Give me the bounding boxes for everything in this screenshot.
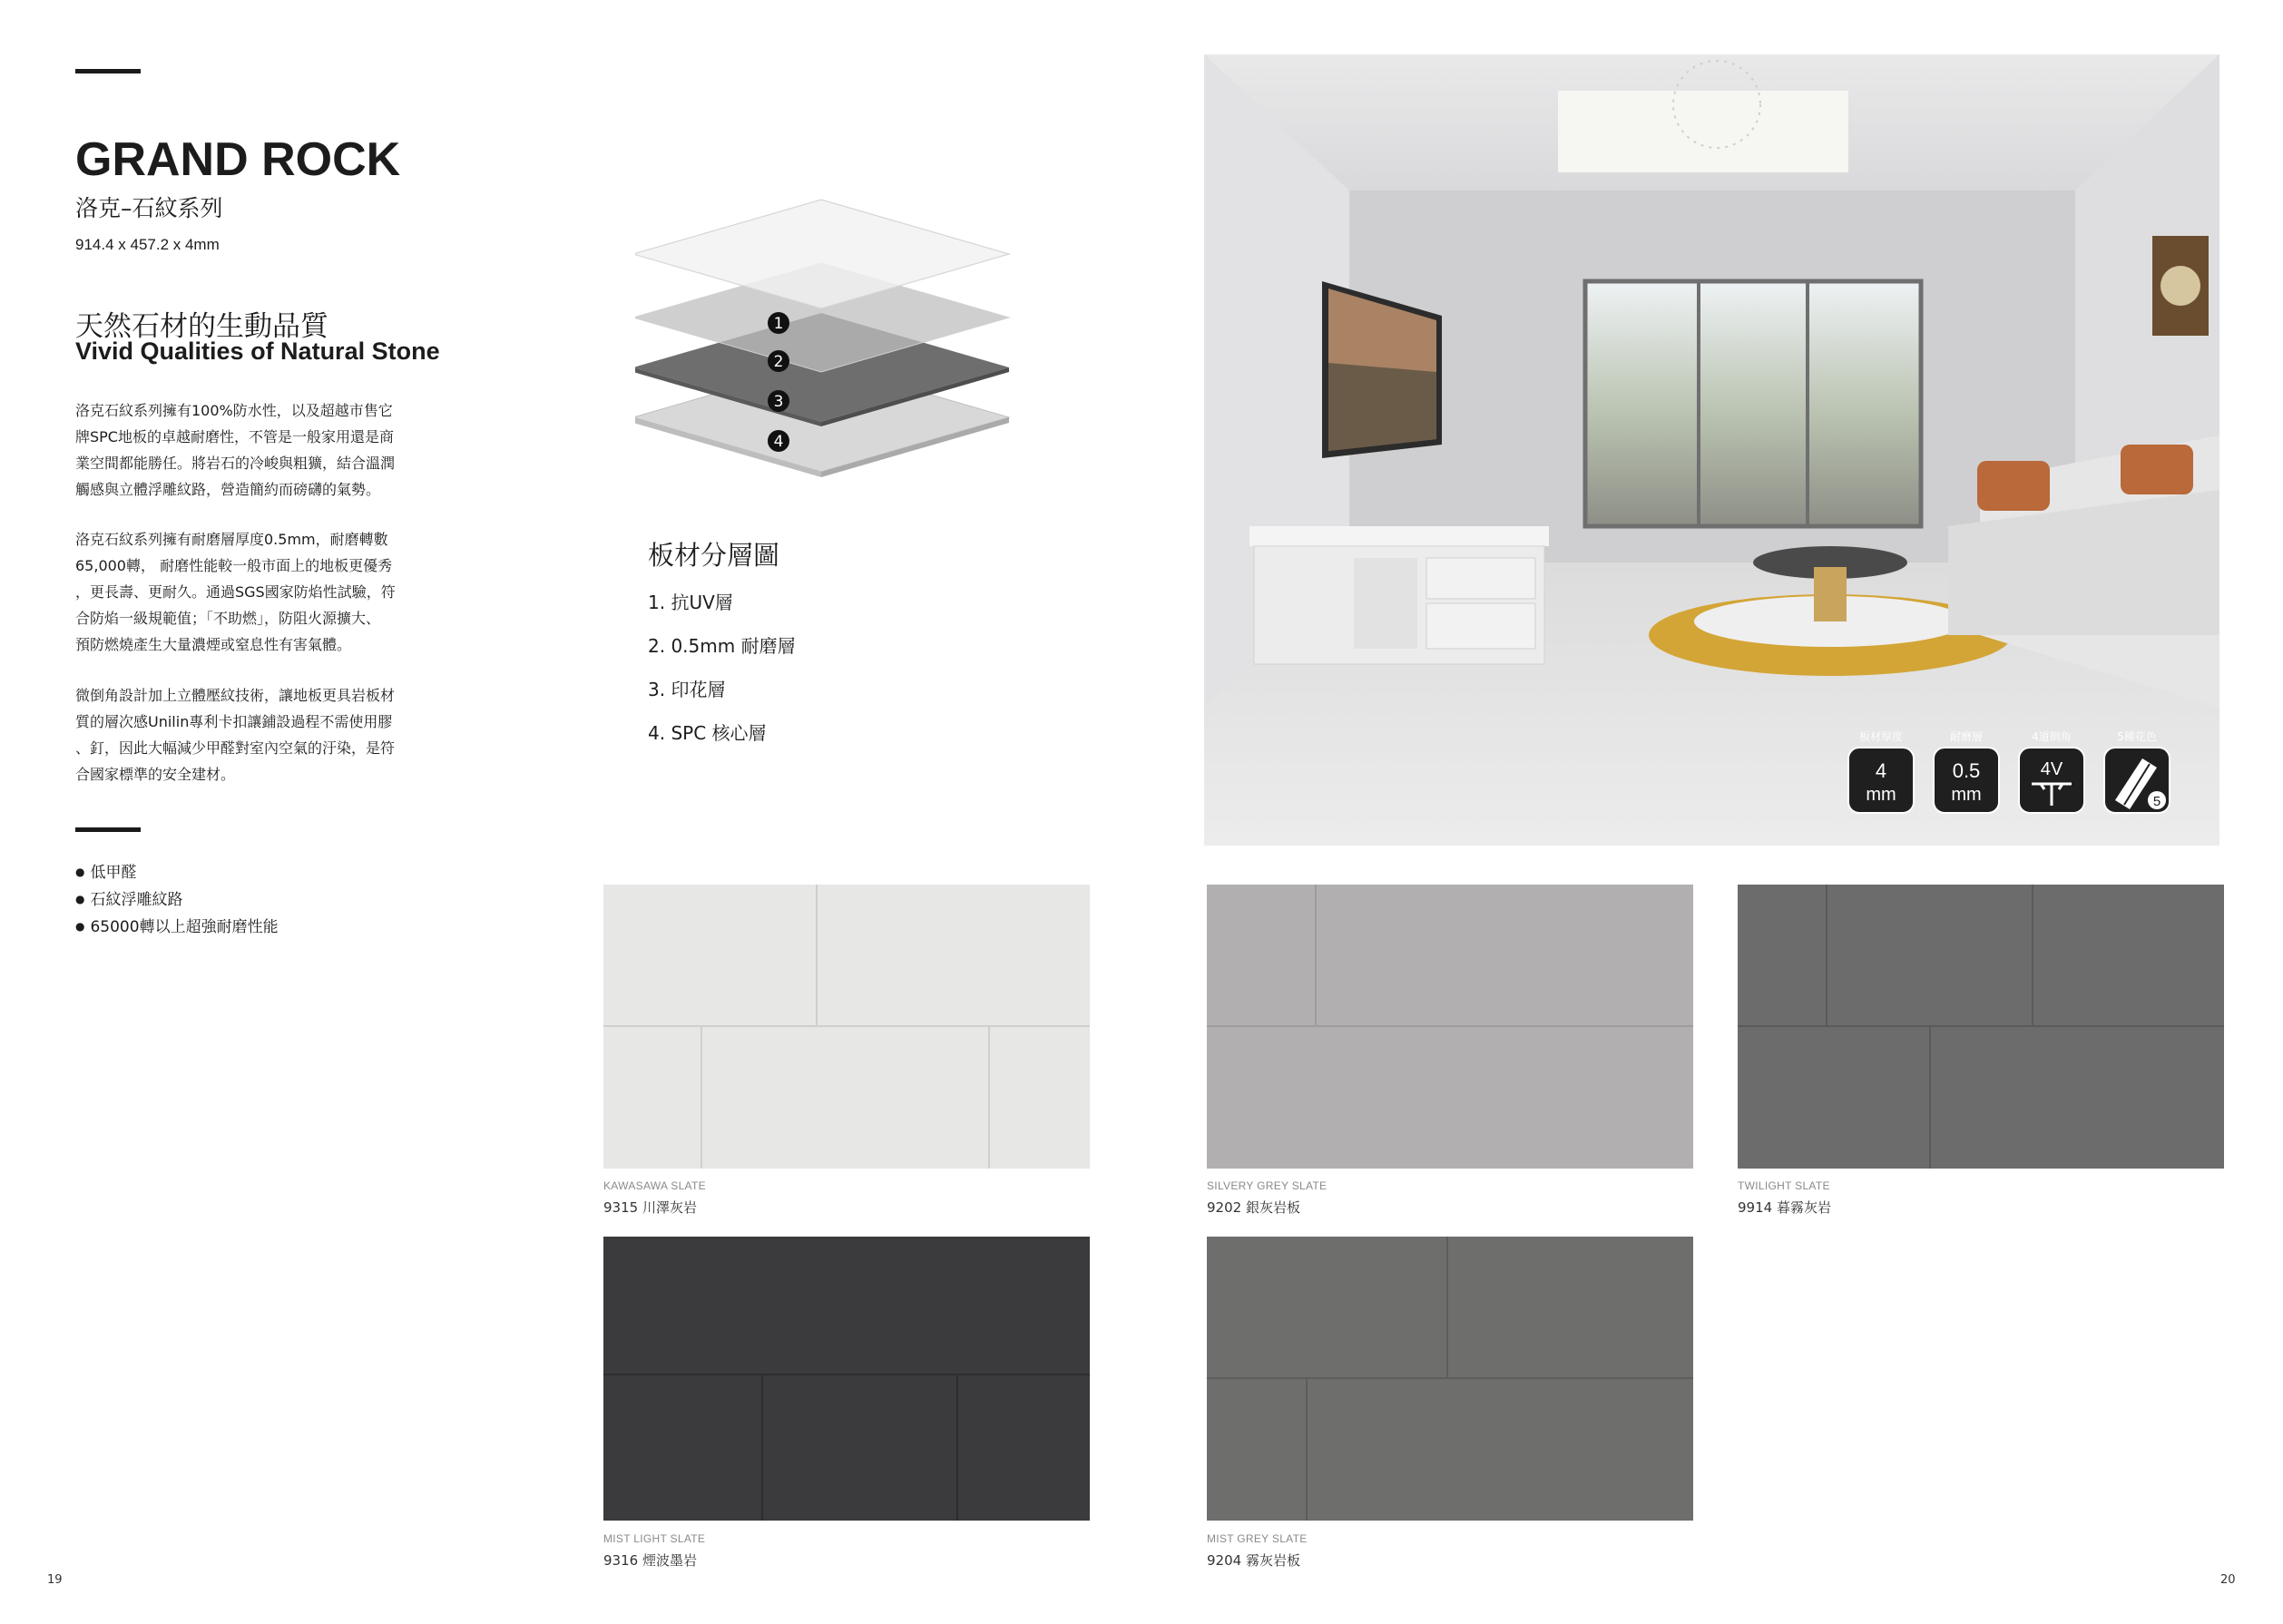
swatch-name-en: MIST GREY SLATE [1207,1532,1308,1545]
svg-text:3: 3 [773,393,784,411]
layer-diagram [635,191,1025,481]
svg-text:0.5: 0.5 [1952,759,1981,782]
badge-colors [2104,730,2170,813]
layer-item: 2. 0.5mm 耐磨層 [648,635,796,657]
feature-item: ● 石紋浮雕紋路 [75,887,279,915]
feature-item: ● 低甲醛 [75,860,279,887]
svg-text:5: 5 [2152,794,2161,809]
swatch-code: 9204 霧灰岩板 [1207,1552,1300,1569]
page-number-right: 20 [2220,1573,2236,1587]
badge-thickness [1848,729,1914,813]
swatch-code: 9315 川澤灰岩 [603,1199,697,1216]
swatch-mist-light-slate [603,1237,1090,1521]
mid-rule [75,827,141,832]
layer-uv [635,200,1009,308]
headline-en: Vivid Qualities of Natural Stone [75,338,440,365]
svg-text:mm: mm [1951,785,1982,805]
svg-text:4V: 4V [2040,759,2063,779]
layers-list [648,588,796,762]
svg-text:耐磨層: 耐磨層 [1949,730,1984,743]
spec-badges [1839,728,2202,827]
svg-text:1: 1 [773,315,784,333]
swatch-name-en: SILVERY GREY SLATE [1207,1179,1328,1192]
paragraph-1: 洛克石紋系列擁有100%防水性，以及超越市售它 牌SPC地板的卓越耐磨性，不管是一般家用還是商 業空間都能勝任。將岩石的冷峻與粗獷，結合溫潤 觸感與立體浮雕紋路，營造簡約而磅礴的氣勢。 [75,402,396,498]
swatch-code: 9316 煙波墨岩 [603,1552,697,1569]
swatch-mist-grey-slate [1207,1237,1693,1521]
layer-marker-4 [768,430,789,452]
swatch-code: 9202 銀灰岩板 [1207,1199,1300,1216]
feature-list [75,860,279,942]
swatch-silvery-grey-slate [1207,885,1693,1169]
swatch-twilight-slate [1738,885,2224,1169]
swatch-name-en: TWILIGHT SLATE [1738,1179,1830,1192]
layer-marker-2 [768,350,789,372]
paragraph-3: 微倒角設計加上立體壓紋技術，讓地板更具岩板材 質的層次感Unilin專利卡扣讓鋪設過程不需使用膠 、釘，因此大幅減少甲醛對室內空氣的汙染，是符 合國家標準的安全建材。 [75,687,396,783]
badge-wear-layer [1934,729,1999,813]
layer-item: 1. 抗UV層 [648,592,733,613]
svg-text:板材厚度: 板材厚度 [1858,730,1904,743]
svg-text:5種花色: 5種花色 [2117,730,2157,743]
swatch-name-en: KAWASAWA SLATE [603,1179,706,1192]
layer-marker-1 [768,312,789,334]
page-number-left: 19 [47,1573,63,1587]
product-title: GRAND ROCK [75,133,401,186]
layer-item: 4. SPC 核心層 [648,722,767,744]
product-dimensions: 914.4 x 457.2 x 4mm [75,236,220,253]
svg-text:4道倒角: 4道倒角 [2032,730,2072,743]
headline-zh: 天然石材的生動品質 [75,310,328,343]
layer-item: 3. 印花層 [648,679,726,700]
layers-title: 板材分層圖 [648,540,780,571]
paragraph-2: 洛克石紋系列擁有耐磨層厚度0.5mm，耐磨轉數 65,000轉， 耐磨性能較一般市面上的地板更優秀 ，更長壽、更耐久。通過SGS國家防焰性試驗，符 合防焰一級規範值；「不助燃」，防阻火源擴大、 預防燃燒產生大量濃煙或窒息性有害氣體。 [75,531,396,653]
swatch-code: 9914 暮霧灰岩 [1738,1199,1831,1216]
swatch-name-en: MIST LIGHT SLATE [603,1532,706,1545]
svg-text:4: 4 [773,433,784,451]
room-photo [1204,54,2219,846]
badge-bevel [2019,729,2084,813]
layer-marker-3 [768,390,789,412]
svg-text:mm: mm [1866,785,1896,805]
product-subtitle: 洛克–石紋系列 [75,195,223,221]
top-rule [75,69,141,73]
svg-text:4: 4 [1875,759,1887,782]
feature-item: ● 65000轉以上超強耐磨性能 [75,915,279,942]
swatch-kawasawa-slate [603,885,1090,1169]
svg-text:2: 2 [773,353,784,371]
